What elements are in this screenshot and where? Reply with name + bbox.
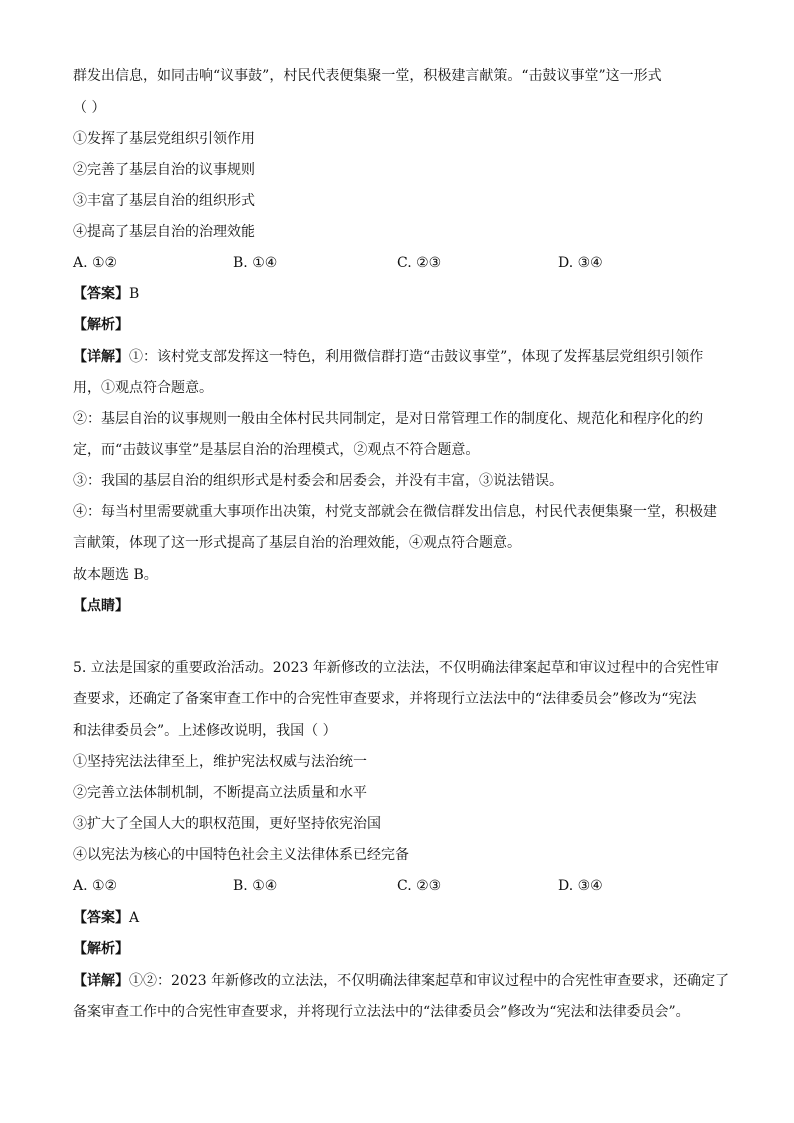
- answer-value: A: [129, 910, 140, 926]
- detail-text: ①：该村党支部发挥这一特色，利用微信群打造“击鼓议事堂”，体现了发挥基层党组织引领作: [129, 349, 704, 365]
- q4-detail-line-1: [73, 347, 744, 367]
- q4-statement-4: ④提高了基层自治的治理效能: [73, 224, 255, 240]
- q4-detail-line-2: 用，①观点符合题意。: [73, 380, 213, 396]
- q4-detail-line-3: ②：基层自治的议事规则一般由全体村民共同制定，是对日常管理工作的制度化、规范化和程序化的约: [73, 411, 703, 427]
- q4-detail-line-4: 定，而“击鼓议事堂”是基层自治的治理模式，②观点不符合题意。: [73, 442, 480, 458]
- q4-answer: [73, 284, 744, 304]
- q4-comment-label: 【点睛】: [73, 598, 129, 614]
- q5-option-d: D. ③④: [558, 878, 603, 894]
- q4-option-c: C. ②③: [397, 255, 442, 271]
- detail-label: 【详解】: [73, 349, 129, 365]
- q5-detail-line-2: 备案审查工作中的合宪性审查要求，并将现行立法法中的“法律委员会”修改为“宪法和法律委员会”。: [73, 1004, 690, 1020]
- q4-detail-line-7: 言献策，体现了这一形式提高了基层自治的治理效能，④观点符合题意。: [73, 535, 521, 551]
- q5-option-b: B. ①④: [233, 878, 278, 894]
- q4-statement-3: ③丰富了基层自治的组织形式: [73, 193, 255, 209]
- q5-option-c: C. ②③: [397, 878, 442, 894]
- detail-label: 【详解】: [73, 973, 129, 989]
- q5-stem-line-3: 和法律委员会”。上述修改说明，我国（ ）: [73, 723, 337, 739]
- q4-stem-paren: （ ）: [73, 100, 106, 116]
- q4-statement-2: ②完善了基层自治的议事规则: [73, 162, 255, 178]
- answer-label: 【答案】: [73, 910, 129, 926]
- q4-detail-line-5: ③：我国的基层自治的组织形式是村委会和居委会，并没有丰富，③说法错误。: [73, 473, 563, 489]
- q4-option-a: A. ①②: [73, 255, 118, 271]
- q5-answer: [73, 908, 744, 928]
- q5-stem-line-1: 5. 立法是国家的重要政治活动。2023 年新修改的立法法，不仅明确法律案起草和审议过程中的合宪性审: [73, 660, 719, 676]
- answer-label: 【答案】: [73, 286, 129, 302]
- q5-statement-3: ③扩大了全国人大的职权范围，更好坚持依宪治国: [73, 816, 381, 832]
- q5-option-a: A. ①②: [73, 878, 118, 894]
- q4-option-d: D. ③④: [558, 255, 603, 271]
- q4-analysis-label: 【解析】: [73, 317, 129, 333]
- q5-stem-line-2: 查要求，还确定了备案审查工作中的合宪性审查要求，并将现行立法法中的“法律委员会”修改为“宪法: [73, 691, 697, 707]
- q4-stem-line: 群发出信息，如同击响“议事鼓”，村民代表便集聚一堂，积极建言献策。“击鼓议事堂”这一形式: [73, 68, 662, 84]
- answer-value: B: [129, 286, 140, 302]
- q5-statement-1: ①坚持宪法法律至上，维护宪法权威与法治统一: [73, 754, 367, 770]
- q5-detail-line-1: [73, 971, 744, 991]
- detail-text: ①②：2023 年新修改的立法法，不仅明确法律案起草和审议过程中的合宪性审查要求，还确定了: [129, 973, 730, 989]
- q4-detail-line-6: ④：每当村里需要就重大事项作出决策，村党支部就会在微信群发出信息，村民代表便集聚一堂，积极建: [73, 504, 717, 520]
- q5-analysis-label: 【解析】: [73, 941, 129, 957]
- q4-statement-1: ①发挥了基层党组织引领作用: [73, 131, 255, 147]
- q4-option-b: B. ①④: [233, 255, 278, 271]
- q5-statement-4: ④以宪法为核心的中国特色社会主义法律体系已经完备: [73, 847, 409, 863]
- q4-conclusion: 故本题选 B。: [73, 567, 158, 583]
- q5-statement-2: ②完善立法体制机制，不断提高立法质量和水平: [73, 785, 367, 801]
